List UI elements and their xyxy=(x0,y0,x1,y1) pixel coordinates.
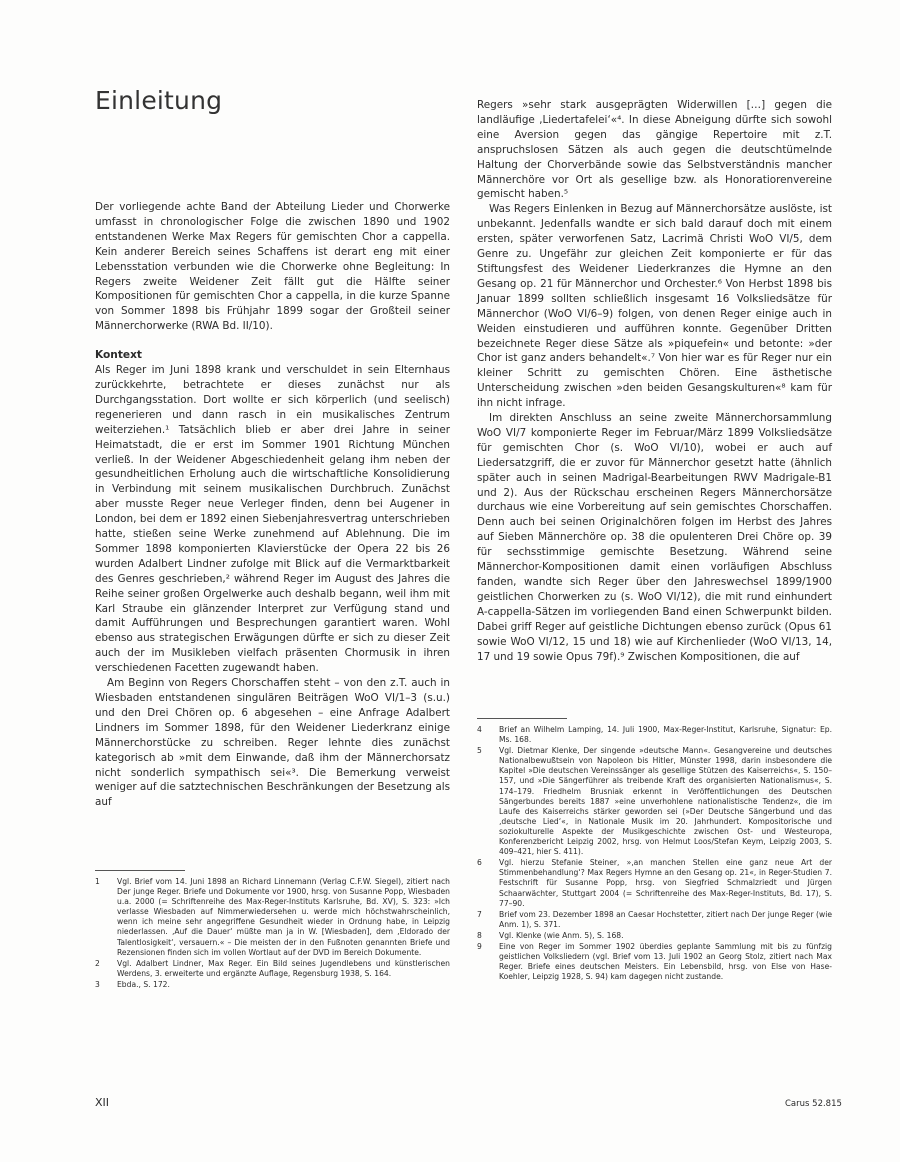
footnote-divider xyxy=(95,870,185,871)
footnote-number: 4 xyxy=(477,725,482,734)
footnote-number: 9 xyxy=(477,941,482,951)
intro-paragraph: Der vorliegende achte Band der Abteilung Lieder und Chorwerke umfasst in chronologischer Folge die zwischen 1890 und 1902 entstandenen Werke Max Regers für gemischten Chor a cappella. Kein anderer Bereich seines Schaffens ist derart eng mit einer Lebensstation verbunden wie die Chorwerke ohne Begleitung: In Regers zweite Weidener Zeit fällt gut die Hälfte seiner Kompositionen für gemischten Chor a cappella, in die kurze Spanne von Sommer 1898 bis Frühjahr 1899 sogar der Großteil seiner Männerchorwerke (RWA Bd. II/10). xyxy=(95,201,450,333)
left-column xyxy=(95,200,450,810)
footnote-text: Vgl. Klenke (wie Anm. 5), S. 168. xyxy=(499,930,624,940)
footnote-text: Eine von Reger im Sommer 1902 überdies geplante Sammlung mit bis zu fünfzig geistlichen Volksliedern (vgl. Brief vom 13. Juli 1902 an Georg Stolz, zitiert nach Max Reger. Briefe eines deutschen Meisters. Ein Lebensbild, hrsg. von Else von Hase-Koehler, Leipzig 1928, S. 94) kam dagegen nicht zustande. xyxy=(499,941,832,982)
footnote xyxy=(477,746,832,857)
footnote xyxy=(477,931,832,941)
footnote-text: Vgl. Brief vom 14. Juni 1898 an Richard Linnemann (Verlag C.F.W. Siegel), zitiert nach Der junge Reger. Briefe und Dokumente vor 1900, hrsg. von Susanne Popp, Wiesbaden u.a. 2000 (= Schriftenreihe des Max-Reger-Instituts Karlsruhe, Bd. XV), S. 323: »Ich verlasse Wiesbaden auf Nimmerwiedersehen u. werde mich höchstwahrscheinlich, wenn ich meine sehr angegriffene Gesundheit wieder in Ordnung habe, in Leipzig niederlassen. ‚Auf die Dauer‘ müßte man ja in W. [Wiesbaden], dem ‚Eldorado der Talentlosigkeit‘, versauern.« – Die meisten der in den Fußnoten genannten Briefe und Rezensionen finden sich im vollen Wortlaut auf der DVD im Bereich Dokumente. xyxy=(117,877,450,957)
footnote-text: Vgl. Adalbert Lindner, Max Reger. Ein Bild seines Jugendlebens und künstlerischen Werdens, 3. erweiterte und ergänzte Auflage, Regensburg 1938, S. 164. xyxy=(117,958,450,978)
footnote xyxy=(95,980,450,990)
catalog-number: Carus 52.815 xyxy=(785,1099,842,1109)
footnote-text: Brief an Wilhelm Lamping, 14. Juli 1900, Max-Reger-Institut, Karlsruhe, Signatur: Ep. Ms. 168. xyxy=(499,725,832,745)
right-column xyxy=(477,98,832,664)
footnote-text: Ebda., S. 172. xyxy=(117,979,170,989)
right-footnotes xyxy=(477,718,832,983)
context-paragraph-1: Als Reger im Juni 1898 krank und verschuldet in sein Elternhaus zurückkehrte, betrachtete er dieses zunächst nur als Durchgangsstation. Dort wollte er sich körperlich (und seelisch) regenerieren und dann rasch in ein musikalisches Zentrum weiterziehen.¹ Tatsächlich blieb er aber drei Jahre in seiner Heimatstadt, die er erst im Sommer 1901 Richtung München verließ. In der Weidener Abgeschiedenheit gelang ihm neben der gesundheitlichen Erholung auch die wirtschaftliche Konsolidierung in Verbindung mit seinem musikalischen Durchbruch. Zunächst aber musste Reger neue Verleger finden, denn bei Augener in London, bei dem er 1892 einen Siebenjahresvertrag unterschrieben hatte, stießen seine Werke zunehmend auf Ablehnung. Die im Sommer 1898 komponierten Klavierstücke der Opera 22 bis 26 wurden Adalbert Lindner zufolge mit Blick auf die Vermarktbarkeit des Genres geschrieben,² während Reger im August des Jahres die Reihe seiner großen Orgelwerke auch deshalb begann, weil ihm mit Karl Straube ein glänzender Interpret zur Verfügung stand und damit Aufführungen und Besprechungen garantiert waren. Wohl ebenso aus strategischen Erwägungen dürfte er sich zu dieser Zeit auch der im Musikleben vielfach präsenten Chormusik in ihren verschiedenen Facetten zugewandt haben. xyxy=(95,364,450,675)
footnote-number: 8 xyxy=(477,930,482,940)
footnote-number: 2 xyxy=(95,958,100,968)
footnote xyxy=(477,910,832,930)
section-title-kontext: Kontext xyxy=(95,349,142,362)
right-paragraph-2: Was Regers Einlenken in Bezug auf Männerchorsätze auslöste, ist unbekannt. Jedenfalls wandte er sich bald darauf doch mit einem ersten, später verworfenen Satz, Lacrimä Christi WoO VI/5, dem Genre zu. Ungefähr zur gleichen Zeit komponierte er für das Stiftungsfest des Weidener Liederkranzes die Hymne an den Gesang op. 21 für Männerchor und Orchester.⁶ Von Herbst 1898 bis Januar 1899 sollten schließlich insgesamt 16 Volksliedsätze für Männerchor (WoO VI/6–9) folgen, von denen Reger einige auch in Weiden einstudieren und aufführen konnte. Gegenüber Dritten bezeichnete Reger diese Sätze als »piquefein« und betonte: »der Chor ist ganz anders behandelt«.⁷ Von hier war es für Reger nur ein kleiner Schritt zu gemischten Chören. Eine ästhetische Unterscheidung zwischen »den beiden Gesangskulturen«⁸ kam für ihn nicht infrage. xyxy=(477,203,832,410)
context-paragraph-2: Am Beginn von Regers Chorschaffen steht – von den z.T. auch in Wiesbaden entstandenen singulären Beiträgen WoO VI/1–3 (s.u.) und den Drei Chören op. 6 abgesehen – eine Anfrage Adalbert Lindners im Sommer 1898, für den Weidener Liederkranz einige Männerchorstücke zu schreiben. Reger lehnte dies zunächst kategorisch ab »mit dem Einwande, daß ihm der Männerchorsatz nicht sonderlich sympathisch sei«³. Die Bemerkung verweist weniger auf die satztechnischen Beschränkungen der Besetzung als auf xyxy=(95,677,450,809)
footnote-number: 7 xyxy=(477,909,482,919)
right-paragraph-1: Regers »sehr stark ausgeprägten Widerwillen […] gegen die landläufige ‚Liedertafelei‘«⁴. In diese Abneigung dürfte sich sowohl eine Aversion gegen das gängige Repertoire mit z.T. anspruchslosen Sätzen als auch gegen die deutschtümelnde Haltung der Chorverbände sowie das Selbstverständnis mancher Männerchöre vor Ort als gesellige bzw. als Honoratiorenvereine gemischt haben.⁵ xyxy=(477,99,832,201)
footnote-number: 3 xyxy=(95,979,100,989)
footnote-number: 1 xyxy=(95,877,100,886)
page-heading: Einleitung xyxy=(95,86,223,115)
footnote-number: 5 xyxy=(477,746,482,756)
footnote xyxy=(95,959,450,979)
footnote-number: 6 xyxy=(477,858,482,868)
footnote-text: Vgl. hierzu Stefanie Steiner, »‚an manchen Stellen eine ganz neue Art der Stimmenbehandlung‘? Max Regers Hymne an den Gesang op. 21«, in Reger-Studien 7. Festschrift für Susanne Popp, hrsg. von Siegfried Schmalzriedt und Jürgen Schaarwächter, Stuttgart 2004 (= Schriftenreihe des Max-Reger-Instituts, Bd. 17), S. 77–90. xyxy=(499,858,832,908)
footnote xyxy=(477,942,832,982)
footnote-text: Vgl. Dietmar Klenke, Der singende »deutsche Mann«. Gesangvereine und deutsches Nationalbewußtsein von Napoleon bis Hitler, Münster 1998, darin insbesondere die Kapitel »Die deutschen Vereinssänger als gesellige Stützen des Kaiserreichs«, S. 150–157, und »Die Sängerführer als treibende Kraft des organisierten Nationalismus«, S. 174–179. Friedhelm Brusniak erkennt in Veröffentlichungen des Deutschen Sängerbundes bereits 1887 »eine unverhohlene nationalistische Tendenz«, die im Laufe des Kaiserreichs stärker geworden sei (»Der Deutsche Sängerbund und das ‚deutsche Lied‘«, in Nationale Musik im 20. Jahrhundert. Kompositorische und soziokulturelle Aspekte der Musikgeschichte zwischen Ost- und Westeuropa, Konferenzbericht Leipzig 2002, hrsg. von Helmut Loos/Stefan Keym, Leipzig 2003, S. 409–421, hier S. 411). xyxy=(499,746,832,857)
left-footnotes xyxy=(95,870,450,991)
footnote-text: Brief vom 23. Dezember 1898 an Caesar Hochstetter, zitiert nach Der junge Reger (wie Anm. 1), S. 371. xyxy=(499,909,832,929)
footnote xyxy=(477,725,832,745)
footnote-divider xyxy=(477,718,567,719)
page-number: XII xyxy=(95,1096,110,1109)
footnote xyxy=(95,877,450,958)
right-paragraph-3: Im direkten Anschluss an seine zweite Männerchorsammlung WoO VI/7 komponierte Reger im Februar/März 1899 Volksliedsätze für gemischten Chor (s. WoO VI/10), wobei er auch auf Liedersatzgriff, die er zuvor für Männerchor gesetzt hatte (ähnlich später auch in seinen Madrigal-Bearbeitungen RWV Madrigale-B1 und 2). Aus der Rückschau erscheinen Regers Männerchorsätze durchaus wie eine Vorbereitung auf sein gemischtes Chorschaffen. Denn auch bei seinen Originalchören folgen im Herbst des Jahres auf Sieben Männerchöre op. 38 die opulenteren Drei Chöre op. 39 für sechsstimmige gemischte Besetzung. Während seine Männerchor-Kompositionen damit einen vorläufigen Abschluss fanden, wandte sich Reger über den Jahreswechsel 1899/1900 geistlichen Chorwerken zu (s. WoO VI/12), die mit rund einhundert A-cappella-Sätzen im vorliegenden Band einen Schwerpunkt bilden. Dabei griff Reger auf geistliche Dichtungen ebenso zurück (Opus 61 sowie WoO VI/12, 15 und 18) wie auf Kirchenlieder (WoO VI/13, 14, 17 und 19 sowie Opus 79f).⁹ Zwischen Kompositionen, die auf xyxy=(477,412,832,663)
footnote xyxy=(477,858,832,908)
